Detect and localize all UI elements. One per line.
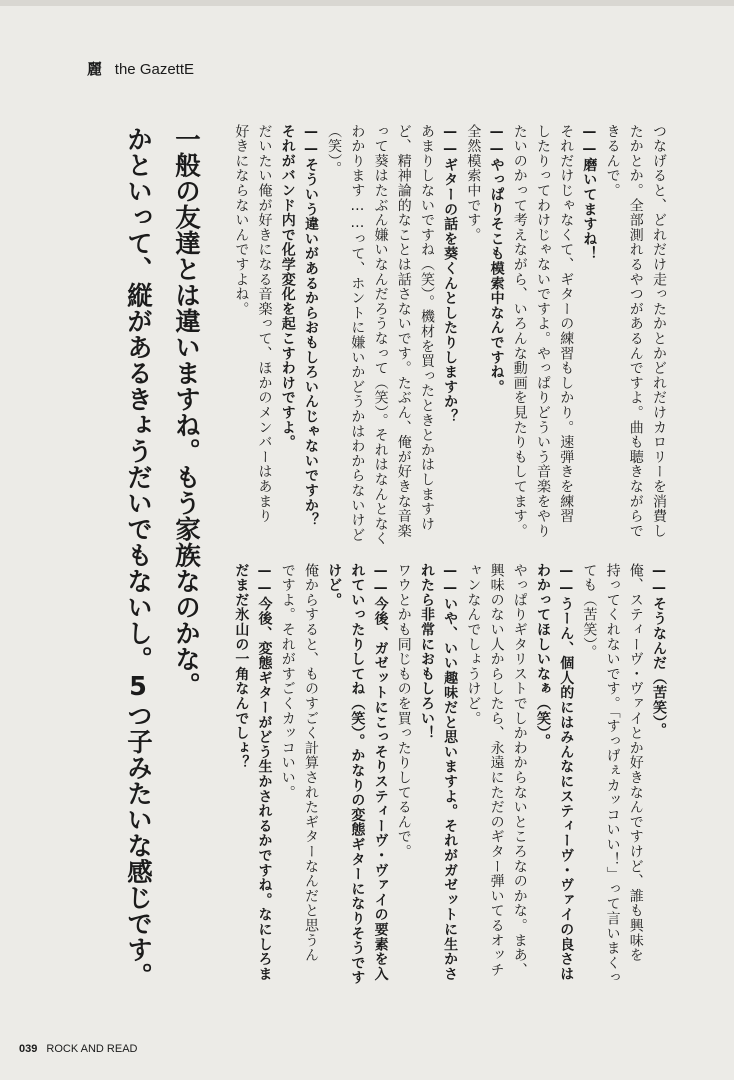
text-column: ても（苦笑）。 [581, 563, 598, 660]
text-column: わかります……って、ホントに嫌いかどうかはわからないけど [349, 124, 366, 543]
text-column: ですよ。それがすごくカッコいい。 [279, 563, 296, 800]
text-column: たいのかって考えながら、いろんな動画を見たりもしてます。 [511, 124, 528, 539]
text-column: それがバンド内で化学変化を起こすわけですよ。 [279, 124, 296, 450]
text-column: ャンなんでしょうけど。 [465, 563, 482, 726]
text-column: れていったりしてね（笑）。かなりの変態ギターになりそうです [349, 563, 366, 986]
pull-quote [60, 126, 210, 989]
page-footer [19, 1043, 138, 1055]
text-column: だいたい俺が好きになる音楽って、ほかのメンバーはあまり [256, 124, 273, 524]
text-column: ——磨いてますね！ [581, 124, 598, 262]
text-column: きるんで。 [604, 124, 621, 198]
pull-quote-line: かといって、縦があるきょうだいでもないし。5つ子みたいな感じです。 [123, 126, 153, 989]
text-column: れたら非常におもしろい！ [418, 563, 435, 741]
text-column: ワウとかも同じものを買ったりしてるんで。 [395, 563, 412, 859]
text-column: ——いや、いい趣味だと思いますよ。それがガゼットに生かさ [442, 563, 459, 982]
text-column: やっぱりギタリストでしかわからないところなのかな。まあ、 [511, 563, 528, 978]
text-column: 全然模索中です。 [465, 124, 482, 243]
text-column: ど、精神論的なことは話さないです。たぶん、俺が好きな音楽 [395, 124, 412, 539]
text-column: 好きにならないんですよね。 [233, 124, 250, 317]
text-column: だまだ氷山の一角なんでしょ？ [233, 563, 250, 771]
text-column: けど。 [326, 563, 343, 608]
text-column: 俺、スティーヴ・ヴァイとか好きなんですけど、誰も興味を [627, 563, 644, 963]
page-header [87, 58, 194, 79]
text-column: （笑）。 [326, 124, 343, 177]
text-column: わかってほしいなぁ（笑）。 [534, 563, 551, 749]
text-column: 興味のない人からしたら、永遠にただのギター弾いてるオッチ [488, 563, 505, 978]
text-column: ——今後、ガゼットにこっそりスティーヴ・ヴァイの要素を入 [372, 563, 389, 982]
page-top-edge [0, 0, 734, 6]
lower-body-text [212, 563, 670, 1003]
magazine-title: ROCK AND READ [46, 1043, 138, 1055]
text-column: それだけじゃなくて、ギターの練習もしかり。速弾きを練習 [558, 124, 575, 524]
text-column: したりってわけじゃないですよ。やっぱりどういう音楽をやり [534, 124, 551, 539]
text-column: ——今後、変態ギターがどう生かされるかですね。なにしろま [256, 563, 273, 982]
text-column: ——そうなんだ（苦笑）。 [651, 563, 667, 738]
page-number: 039 [19, 1043, 38, 1055]
text-column: たかとか。全部測れるやつがあるんですよ。曲も聴きながらで [627, 124, 644, 539]
upper-body-text [230, 124, 670, 556]
header-band-name: the GazettE [114, 61, 195, 78]
text-column: ——うーん、個人的にはみんなにスティーヴ・ヴァイの良さは [558, 563, 575, 982]
text-column: 俺からすると、ものすごく計算されたギターなんだと思うん [302, 563, 319, 963]
text-column: 持ってくれないです。「すっげぇカッコいい！」って言いまくっ [604, 563, 621, 986]
text-column: ——ギターの話を葵くんとしたりしますか？ [442, 124, 459, 424]
text-column: ——そういう違いがあるからおもしろいんじゃないですか？ [302, 124, 319, 528]
text-column: あまりしないですね（笑）。機材を買ったときとかはしますけ [418, 124, 435, 532]
header-member-name: 麗 [87, 60, 103, 78]
text-column: って葵はたぶん嫌いなんだろうなって（笑）。それはなんとなく [372, 124, 389, 547]
pull-quote-line: 一般の友達とは違いますね。もう家族なのかな。 [171, 126, 201, 698]
text-column: つなげると、どれだけ走ったかとかどれだけカロリーを消費し [651, 124, 667, 539]
text-column: ——やっぱりそこも模索中なんですね。 [488, 124, 505, 395]
